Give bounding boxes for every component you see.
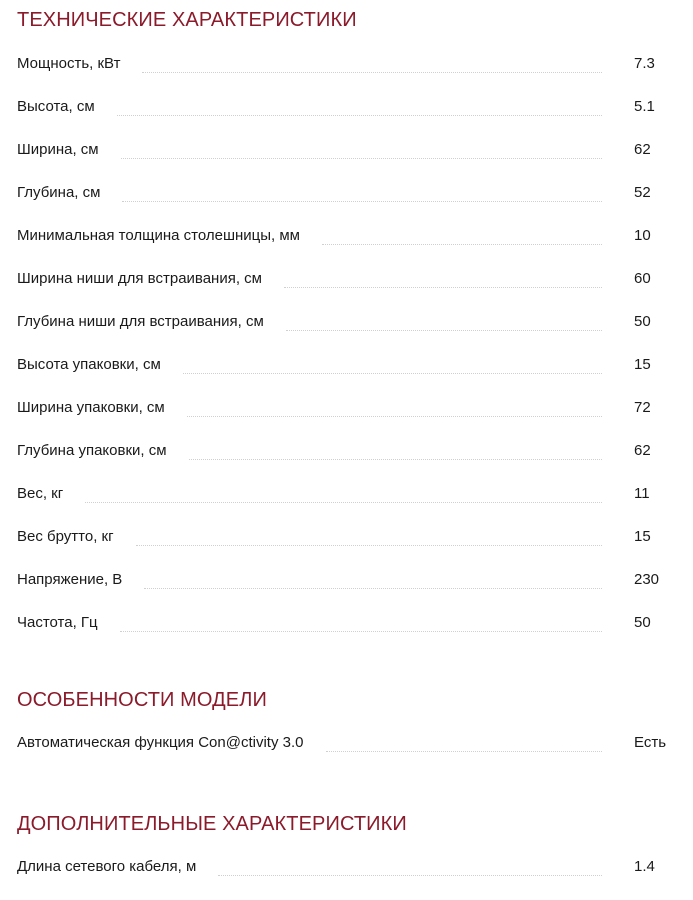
spec-label: Частота, Гц <box>17 614 120 632</box>
spec-value: 11 <box>634 485 650 502</box>
spec-list-technical <box>17 30 693 632</box>
spec-row-connectivity <box>17 709 693 752</box>
spec-value: Есть <box>634 734 667 751</box>
section-title-features: ОСОБЕННОСТИ МОДЕЛИ <box>17 689 267 711</box>
spec-row-voltage <box>17 546 693 589</box>
spec-label: Автоматическая функция Con@ctivity 3.0 <box>17 734 326 752</box>
features-section <box>17 688 693 752</box>
spec-value: 10 <box>634 227 651 244</box>
technical-section <box>17 8 693 632</box>
spec-label: Длина сетевого кабеля, м <box>17 858 218 876</box>
spec-value: 50 <box>634 313 651 330</box>
spec-row-package-height <box>17 331 693 374</box>
spec-value: 52 <box>634 184 651 201</box>
spec-label: Ширина ниши для встраивания, см <box>17 270 284 288</box>
dotted-leader <box>326 750 603 752</box>
spec-row-cable-length <box>17 833 693 876</box>
spec-row-frequency <box>17 589 693 632</box>
spec-value: 15 <box>634 356 651 373</box>
dotted-leader <box>120 630 602 632</box>
spec-label: Высота упаковки, см <box>17 356 183 374</box>
spec-label: Ширина, см <box>17 141 121 159</box>
spec-row-weight <box>17 460 693 503</box>
spec-row-width <box>17 116 693 159</box>
spec-value: 50 <box>634 614 651 631</box>
spec-row-package-depth <box>17 417 693 460</box>
additional-section <box>17 812 693 876</box>
spec-value: 15 <box>634 528 651 545</box>
spec-list-additional <box>17 833 693 876</box>
spec-label: Минимальная толщина столешницы, мм <box>17 227 322 245</box>
spec-value: 7.3 <box>634 55 655 72</box>
spec-row-power <box>17 30 693 73</box>
spec-label: Ширина упаковки, см <box>17 399 187 417</box>
spec-row-niche-width <box>17 245 693 288</box>
spec-row-min-countertop-thickness <box>17 202 693 245</box>
spec-value: 62 <box>634 141 651 158</box>
spec-row-niche-depth <box>17 288 693 331</box>
spec-label: Мощность, кВт <box>17 55 142 73</box>
spec-value: 230 <box>634 571 660 588</box>
spec-label: Глубина упаковки, см <box>17 442 189 460</box>
spec-row-package-width <box>17 374 693 417</box>
spec-label: Глубина, см <box>17 184 122 202</box>
spec-label: Вес, кг <box>17 485 85 503</box>
spec-value: 5.1 <box>634 98 655 115</box>
spec-list-features <box>17 709 693 752</box>
spec-label: Высота, см <box>17 98 117 116</box>
spec-value: 60 <box>634 270 651 287</box>
spec-label: Напряжение, В <box>17 571 144 589</box>
spec-row-height <box>17 73 693 116</box>
spec-label: Вес брутто, кг <box>17 528 136 546</box>
section-title-additional: ДОПОЛНИТЕЛЬНЫЕ ХАРАКТЕРИСТИКИ <box>17 813 407 835</box>
spec-value: 72 <box>634 399 651 416</box>
spec-row-gross-weight <box>17 503 693 546</box>
dotted-leader <box>218 874 602 876</box>
spec-value: 1.4 <box>634 858 655 875</box>
spec-label: Глубина ниши для встраивания, см <box>17 313 286 331</box>
spec-row-depth <box>17 159 693 202</box>
section-title-technical: ТЕХНИЧЕСКИЕ ХАРАКТЕРИСТИКИ <box>17 9 357 31</box>
spec-value: 62 <box>634 442 651 459</box>
